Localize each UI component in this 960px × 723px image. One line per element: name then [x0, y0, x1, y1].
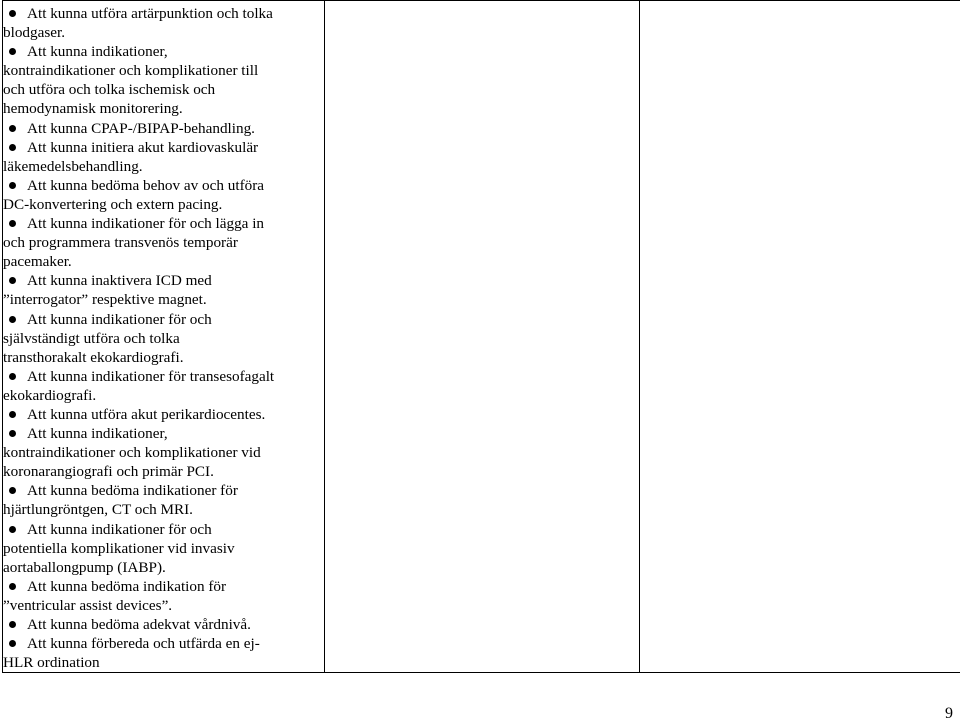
empty-cell-3: [640, 1, 960, 673]
list-item-first-line: Att kunna inaktivera ICD med: [27, 272, 212, 290]
list-item-first-line: Att kunna bedöma indikationer för: [27, 482, 238, 500]
list-item-continuation-line: och programmera transvenös temporär: [3, 234, 238, 252]
list-item-first-line: Att kunna bedöma behov av och utföra: [27, 176, 265, 194]
list-item-first-line: Att kunna förbereda och utfärda en ej-: [27, 635, 260, 653]
list-item: [3, 310, 318, 367]
list-item-continuation-line: ”ventricular assist devices”.: [3, 596, 173, 614]
list-item-first-line: Att kunna CPAP-/BIPAP-behandling.: [27, 119, 255, 137]
list-item: [27, 615, 318, 634]
list-item: [3, 176, 318, 214]
list-item-continuation-line: ekokardiografi.: [3, 386, 97, 404]
list-item-continuation-line: aortaballongpump (IABP).: [3, 558, 166, 576]
list-item-continuation-line: hjärtlungröntgen, CT och MRI.: [3, 501, 193, 519]
list-item-continuation-line: transthorakalt ekokardiografi.: [3, 348, 184, 366]
list-item-continuation-line: HLR ordination: [3, 654, 100, 672]
list-item-first-line: Att kunna indikationer för och lägga in: [27, 215, 265, 233]
list-item-continuation-line: ”interrogator” respektive magnet.: [3, 291, 207, 309]
list-item-continuation-line: koronarangiografi och primär PCI.: [3, 463, 214, 481]
list-item-first-line: Att kunna initiera akut kardiovaskulär: [27, 138, 259, 156]
list-item: [3, 367, 318, 405]
page-number: 9: [945, 705, 953, 722]
list-item-continuation-line: kontraindikationer och komplikationer vid: [3, 444, 261, 462]
list-item: [3, 520, 318, 577]
list-item-first-line: Att kunna indikationer för och: [27, 310, 212, 328]
list-item-continuation-line: DC-konvertering och extern pacing.: [3, 195, 223, 213]
list-item: [3, 214, 318, 271]
list-item: [3, 424, 318, 481]
list-item: [3, 42, 318, 118]
list-item-first-line: Att kunna bedöma indikation för: [27, 577, 227, 595]
competency-table: [2, 0, 960, 673]
list-item-first-line: Att kunna indikationer,: [27, 425, 168, 443]
list-item-first-line: Att kunna indikationer för och: [27, 520, 212, 538]
list-item-continuation-line: självständigt utföra och tolka: [3, 329, 180, 347]
list-item-first-line: Att kunna utföra akut perikardiocentes.: [27, 405, 266, 423]
list-item-first-line: Att kunna indikationer för transesofagalt: [27, 367, 275, 385]
list-item-continuation-line: pacemaker.: [3, 253, 72, 271]
list-item: [3, 271, 318, 309]
list-item-continuation-line: läkemedelsbehandling.: [3, 157, 143, 175]
list-item-first-line: Att kunna indikationer,: [27, 43, 168, 61]
goals-cell: [3, 1, 325, 673]
table-row: [3, 1, 960, 673]
list-item: [3, 481, 318, 519]
empty-cell-2: [325, 1, 640, 673]
list-item-continuation-line: och utföra och tolka ischemisk och: [3, 81, 216, 99]
list-item: [3, 577, 318, 615]
list-item: [27, 405, 318, 424]
list-item-first-line: Att kunna bedöma adekvat vårdnivå.: [27, 616, 251, 633]
goal-list: [3, 1, 324, 672]
list-item: [27, 119, 318, 138]
list-item: [3, 634, 318, 672]
list-item-continuation-line: hemodynamisk monitorering.: [3, 100, 183, 118]
list-item: [3, 138, 318, 176]
list-item-continuation-line: potentiella komplikationer vid invasiv: [3, 539, 235, 557]
list-item-first-line: Att kunna utföra artärpunktion och tolka: [27, 5, 273, 22]
list-item-continuation-line: kontraindikationer och komplikationer till: [3, 62, 259, 80]
list-item: [3, 4, 318, 42]
list-item-continuation-line: blodgaser.: [3, 24, 66, 42]
